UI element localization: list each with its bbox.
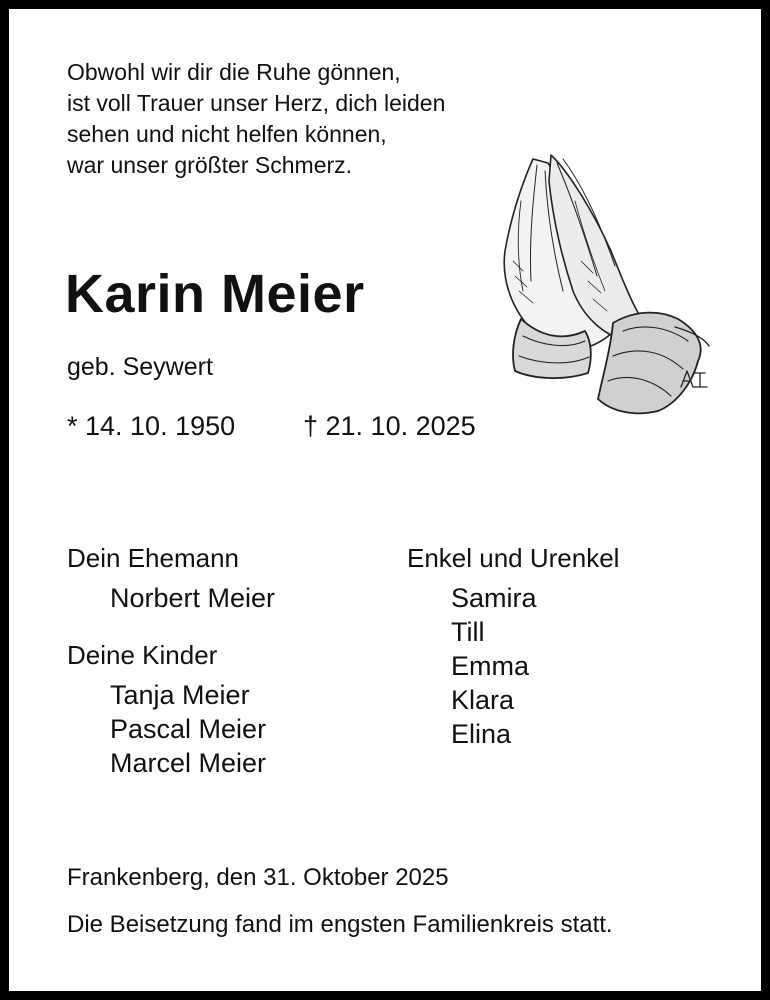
child-name: Pascal Meier (110, 714, 267, 744)
grandchild-name: Klara (451, 685, 515, 715)
birth-date: * 14. 10. 1950 (67, 411, 236, 441)
grandchildren-list (451, 581, 537, 751)
birth-name: geb. Seywert (67, 353, 213, 381)
poem-line: Obwohl wir dir die Ruhe gönnen, (67, 59, 401, 85)
child-name: Marcel Meier (110, 748, 267, 778)
deceased-name: Karin Meier (65, 264, 365, 324)
children-list (110, 678, 266, 780)
poem-line: sehen und nicht helfen können, (67, 121, 387, 147)
grandchildren-label: Enkel und Urenkel (407, 543, 620, 573)
child-name: Tanja Meier (110, 680, 250, 710)
burial-note: Die Beisetzung fand im engsten Familienkreis statt. (67, 911, 613, 938)
spouse-label: Dein Ehemann (67, 543, 239, 573)
poem-line: war unser größter Schmerz. (67, 152, 353, 178)
death-date: † 21. 10. 2025 (303, 411, 476, 441)
children-label: Deine Kinder (67, 640, 218, 670)
poem (67, 57, 445, 181)
praying-hands-icon (493, 141, 715, 421)
place-date: Frankenberg, den 31. Oktober 2025 (67, 864, 449, 891)
spouse-name: Norbert Meier (110, 583, 276, 613)
poem-line: ist voll Trauer unser Herz, dich leiden (67, 90, 446, 116)
grandchild-name: Samira (451, 583, 537, 613)
grandchild-name: Till (451, 617, 485, 647)
grandchild-name: Emma (451, 651, 530, 681)
obituary-card (9, 9, 761, 991)
grandchild-name: Elina (451, 719, 512, 749)
